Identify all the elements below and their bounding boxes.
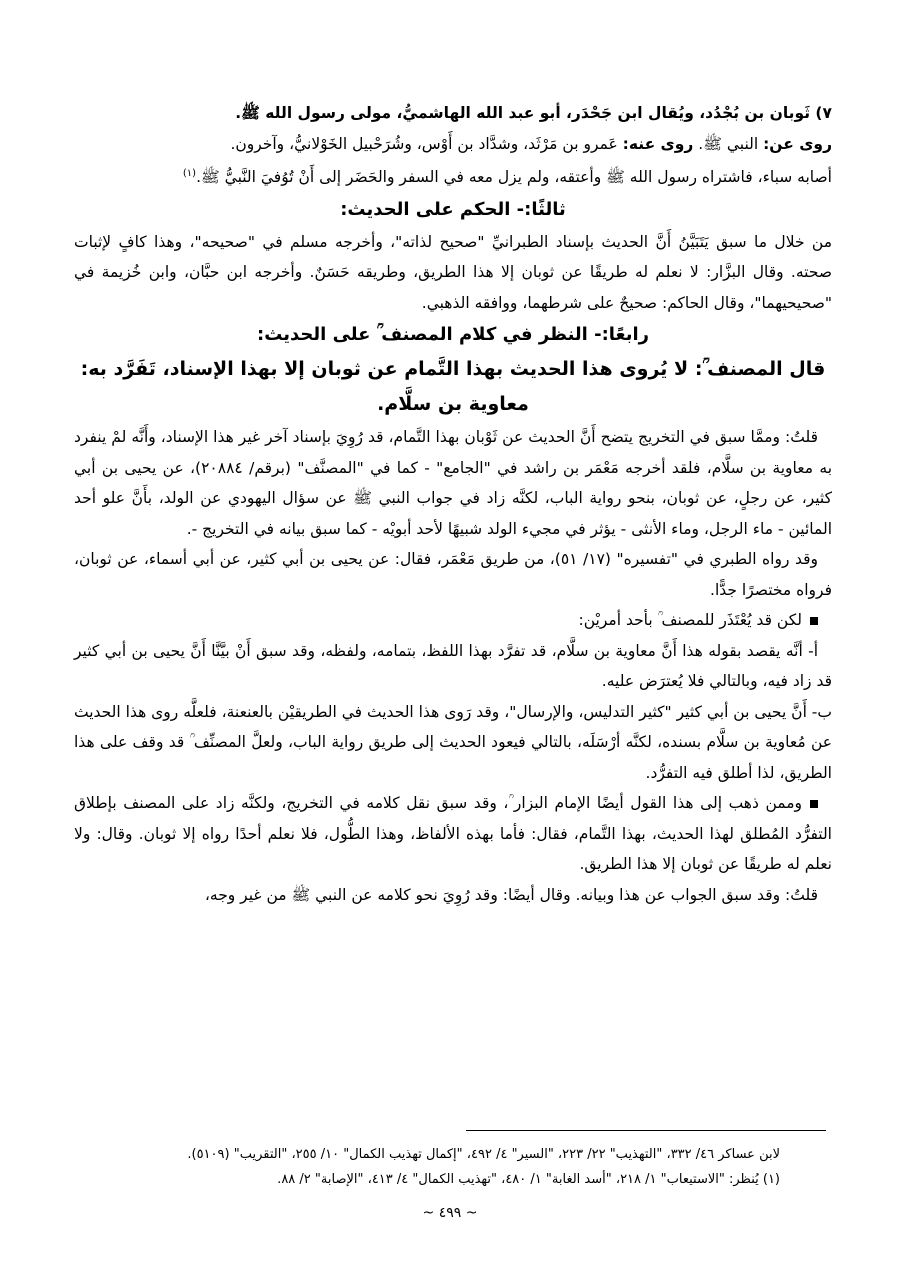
bio-footnote-ref[interactable]: (١) — [182, 168, 197, 179]
paragraph-ba: ب- أَنَّ يحيى بن أبي كثير "كثير التدليس، والإرسال"، وقد رَوى هذا الحديث في الطريقيْن بالعنعنة، فلعلَّه روى هذا الحديث عن مُعاوية بن سلَّام بسنده، لكنَّه أرْسَلَه، بالتالي فيعود الحديث إلى طريق رواية الباب، ولعلَّ المصنِّف ؒ قد وقف على هذا الطريق، لذا أطلق فيه التفرُّد. — [74, 702, 832, 782]
paragraph-alef: أ- أنَّه يقصد بقوله هذا أَنَّ معاوية بن سلَّام، قد تفرَّد بهذا اللفظ، بتمامه، ولفظه، وقد سبق أَنْ بيَّنَّا أَنَّ يحيى بن أبي كثير قد زاد فيه، وبالتالي فلا يُعترَض عليه. — [74, 641, 832, 691]
bullet-item-2-text: وممن ذهب إلى هذا القول أيضًا الإمام البزار ؒ، وقد سبق نقل كلامه في التخريج، ولكنَّه زاد على المصنف بإطلاق التفرُّد المُطلق لهذا الحديث، بهذا التَّمام، فقال: فأما بهذه الألفاظ، وهذا الطُّول، فلا نعلم أحدًا رواه إلا ثوبان. وقال: ولا نعلم له طريقًا عن ثوبان إلا هذا الطريق. — [74, 794, 832, 874]
footnote-line-1: لابن عساكر ٤٦/ ٣٣٢، "التهذيب" ٢٢/ ٢٢٣، "السير" ٤/ ٤٩٢، "إكمال تهذيب الكمال" ١٠/ ٢٥٥، "التقريب" (٥١٠٩). — [187, 1147, 780, 1162]
footnote-line-2: (١) يُنظر: "الاستيعاب" ١/ ٢١٨، "أسد الغابة" ١/ ٤٨٠، "تهذيب الكمال" ٤/ ٤١٣، "الإصابة" ٢/ ٨٨. — [277, 1172, 780, 1187]
author-quote: قال المصنف ؒ: لا يُروى هذا الحديث بهذا التَّمام عن ثوبان إلا بهذا الإسناد، تَفَرَّد به: معاوية بن سلَّام. — [80, 358, 826, 416]
rawa-anhu-label: روى عنه: — [622, 134, 694, 153]
bullet-square-icon — [810, 800, 818, 808]
section3-body: من خلال ما سبق يَتَبَيَّنُ أَنَّ الحديث بإسناد الطبرانيِّ "صحيح لذاته"، وأخرجه مسلم في "صحيحه"، وهذا كافٍ لإثبات صحته. وقال البزَّار: لا نعلم له طريقًا عن ثوبان إلا هذا الطريق، وطريقه حَسَنٌ. وأخرجه ابن حبَّان، وابن خُزيمة في "صحيحيهما"، وقال الحاكم: صحيحٌ على شرطهما، ووافقه الذهبي. — [74, 232, 832, 312]
narrator-name-line: ٧) ثَوبان بن بُجْدُد، ويُقال ابن جَحْدَر، أبو عبد الله الهاشميُّ، مولى رسول الله ﷺ. — [235, 104, 832, 122]
footnote-divider — [466, 1130, 826, 1131]
bullet-item-1 — [74, 605, 832, 636]
rawa-an-text: النبي ﷺ. — [698, 134, 759, 153]
section4-heading: رابعًا:- النظر في كلام المصنف ؒ على الحديث: — [257, 324, 649, 346]
page-body — [74, 98, 832, 910]
bullet-square-icon — [810, 617, 818, 625]
paragraph-2: وقد رواه الطبري في "تفسيره" (١٧/ ٥١)، من طريق مَعْمَر، فقال: عن يحيى بن أبي كثير، عن أبي أسماء، عن ثوبان، فرواه مختصرًا جدًّا. — [74, 550, 832, 599]
footnotes — [70, 1142, 780, 1192]
rawa-anhu-text: عَمرو بن مَرْثَد، وشدَّاد بن أَوْس، وشُرَحْبيل الخَوْلانيُّ، وآخرون. — [230, 134, 618, 153]
narrator-rawa-an — [74, 129, 832, 160]
rawa-an-label: روى عن: — [763, 134, 832, 153]
bullet-item-2 — [74, 788, 832, 880]
paragraph-1: قلتُ: وممَّا سبق في التخريج يتضح أَنَّ الحديث عن ثَوْبان بهذا التَّمام، قد رُوِيَ بإسناد آخر غير هذا الإسناد، وأَنَّه لمْ ينفرد به معاوية بن سلَّام، فلقد أخرجه مَعْمَر بن راشد في "الجامع" - كما في "المصنَّف" (برقم/ ٢٠٨٨٤)، عن يحيى بن أبي كثير، عن رجلٍ، عن ثوبان، بنحو رواية الباب، لكنَّه زاد في جواب النبي ﷺ عن سؤال اليهودي عن الولد، بأَنَّ علو أحد المائين - ماء الرجل، وماء الأنثى - يؤثر في مجيء الولد شبيهًا لأحد أبويْه - كما سبق بيانه في التخريج -. — [74, 428, 833, 538]
page-number: ~ ٤٩٩ ~ — [422, 1205, 478, 1221]
section3-heading: ثالثًا:- الحكم على الحديث: — [340, 198, 566, 220]
narrator-bio — [74, 159, 832, 193]
bullet-item-1-text: لكن قد يُعْتَذَر للمصنف ؒ بأحد أمريْن: — [578, 611, 802, 630]
bio-text: أصابه سباء، فاشتراه رسول الله ﷺ وأعتقه، ولم يزل معه في السفر والحَضَر إلى أَنْ تُوُفيَ النَّبيُّ ﷺ. — [196, 168, 832, 187]
paragraph-7: قلتُ: وقد سبق الجواب عن هذا وبيانه. وقال أيضًا: وقد رُوِيَ نحو كلامه عن النبي ﷺ من غير وجه، — [204, 885, 818, 904]
